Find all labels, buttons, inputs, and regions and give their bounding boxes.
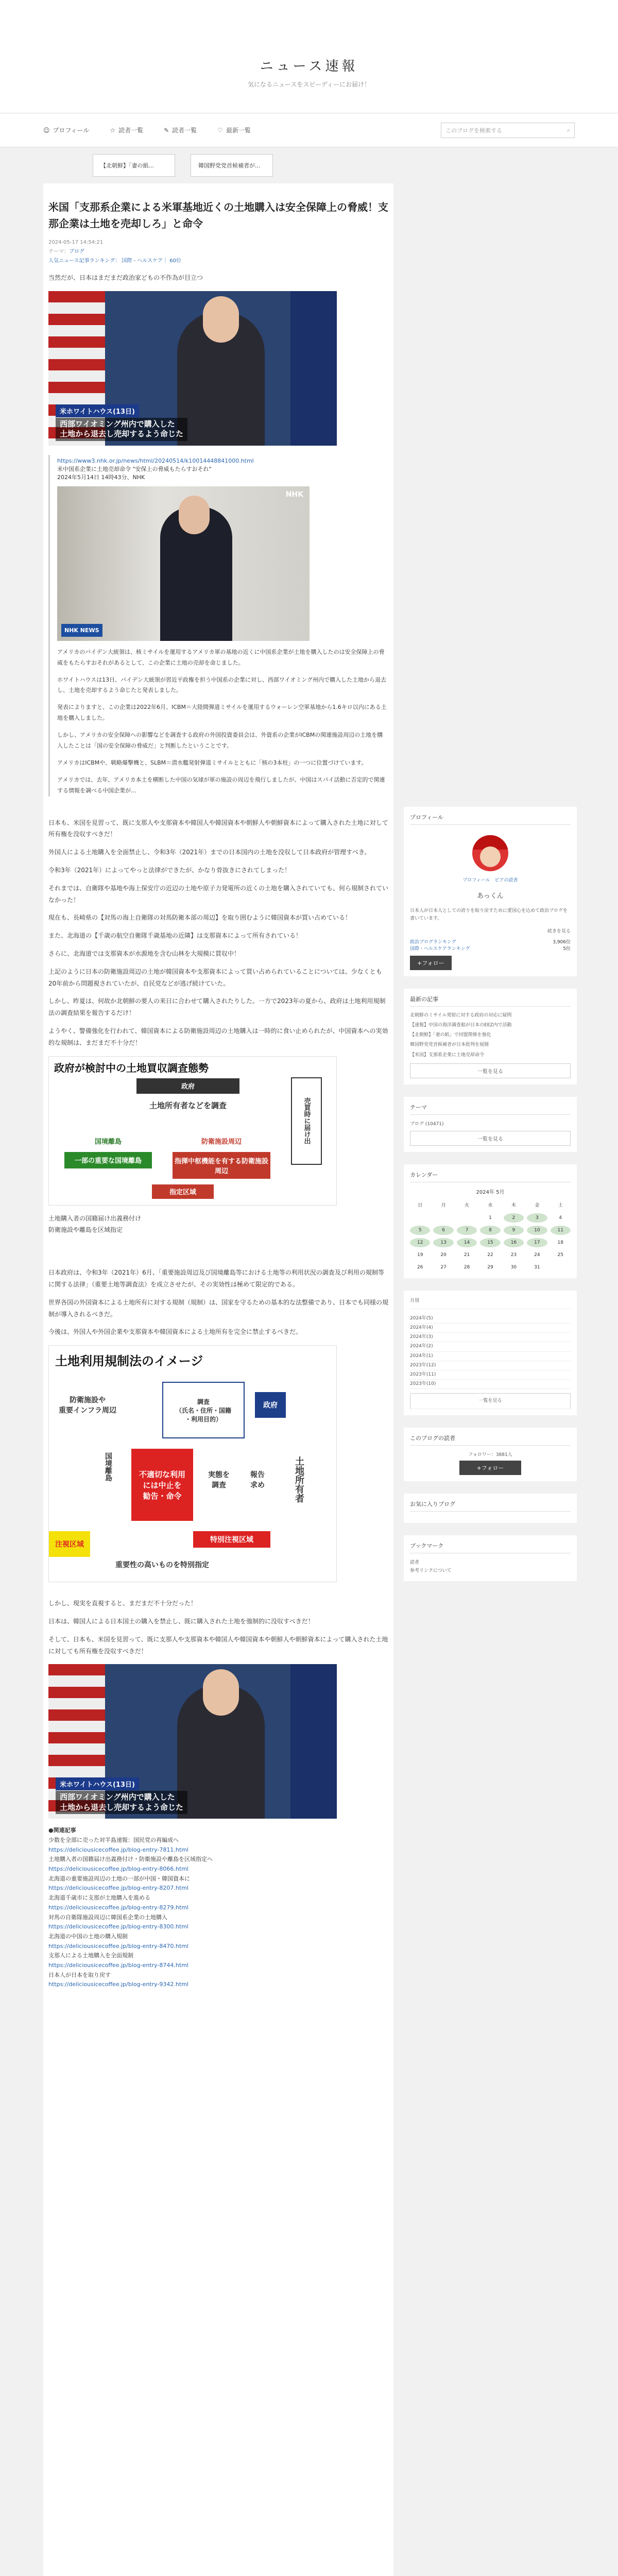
site-header (0, 0, 618, 113)
sidebar (404, 807, 577, 2576)
calendar-day[interactable]: 12 (410, 1238, 430, 1247)
calendar-day[interactable]: 13 (433, 1238, 453, 1247)
calendar-day: 30 (510, 1265, 517, 1270)
nav-bar (0, 113, 618, 147)
archive-view-all[interactable]: 一覧を見る (410, 1393, 571, 1409)
related-articles (0, 147, 618, 183)
favorite-blogs-widget: お気に入りブログ (404, 1494, 577, 1523)
nav-item-profile[interactable]: ☺ プロフィール (43, 126, 90, 134)
nav-item-latest[interactable]: ♡ 最新一覧 (217, 126, 251, 134)
source-link[interactable]: https://www3.nhk.or.jp/news/html/20240514/k10014448841000.html (57, 457, 254, 464)
site-title[interactable]: ニュース速報 (260, 59, 358, 74)
calendar-day[interactable]: 10 (527, 1226, 547, 1235)
calendar-day: 21 (464, 1252, 470, 1258)
calendar-day: 27 (440, 1265, 447, 1270)
nhk-news-logo: NHK NEWS (61, 624, 102, 637)
calendar-grid (410, 1199, 571, 1272)
calendar-weekday: 日 (418, 1203, 423, 1209)
related-article-1[interactable]: 【北朝鮮】「妻の紙... (93, 154, 175, 177)
calendar-day: 18 (557, 1240, 563, 1246)
calendar-day[interactable]: 16 (504, 1238, 524, 1247)
article-meta: 2024-05-17 14:54:21 テーマ：ブログ 人気ニュース記事ランキング： 国際 - ヘルスケア｜ 60位 (48, 240, 181, 264)
calendar-day: 22 (487, 1252, 493, 1258)
calendar-day: 1 (489, 1215, 492, 1221)
calendar-weekday: 金 (535, 1203, 540, 1209)
search-input[interactable]: このブログを検索する ⌕ (441, 123, 575, 138)
calendar-weekday: 水 (488, 1203, 493, 1209)
lead-text: 当然だが、日本はまだまだ政治家どもの不作為が目立つ (48, 274, 203, 281)
profile-name[interactable]: あっくん (477, 892, 504, 900)
follow-button[interactable]: +フォロー (410, 956, 452, 970)
calendar-day: 4 (559, 1215, 562, 1221)
star-icon: ☆ (110, 126, 116, 134)
source-title: 米中国系企業に土地売却命令 "安保上の脅威もたらすおそれ" (57, 465, 212, 472)
quoted-article: https://www3.nhk.or.jp/news/html/20240514/k10014448841000.html 米中国系企業に土地売却命令 "安保上の脅威もたらすおそれ" 2024年5月14日 14時43分、NHK NHK NHK NEWS アメリカのバイデン大統領は、核ミサイルを運用するアメリカ軍の基地の近くに中国系企業が土地を購入したのは安全保障上の脅威をもたらすおそれがあるとして、この企業に土地の売却を命じました。 ホワイトハウスは13日、バイデン大統領が習近平政権を担う中国系の企業に対し、西部ワイオミング州内で購入した土地から退去し、土地を売却するよう命じたと発表しました。 発表によりますと、この企業は2022年6月、ICBM＝大陸間弾道ミサイルを運用するウォーレン空軍基地から1.6キロ以内にある土地を購入しました。 しかし、アメリカの安全保障への影響などを調査する政府の外国投資委員会は、外資系の企業がICBMの関連施設周辺の土地を購入したことは「国の安全保障の脅威だ」と判断したということです。 アメリカはICBMや、戦略爆撃機と、SLBM＝潜水艦発射弾道ミサイルとともに「核の3本柱」の一つに位置づけています。 アメリカでは、去年、アメリカ本土を横断した中国の気球が軍の施設の周辺を飛行しましたが、中国はスパイ活動に否定的で関連する情報を調べる中国企業が... (48, 455, 388, 796)
calendar-weekday: 火 (465, 1203, 470, 1209)
recent-articles-widget: 最新の記事 北朝鮮のミサイル発射に対する政府の対応に疑問 【速報】中国の海洋調査船が日本のEEZ内で活動 【北朝鮮】「妻の紙」で同盟関係を強化 韓国野党党首候補者が日本批判を展開 【米国】支那系企業に土地売却命令 一覧を見る (404, 989, 577, 1084)
nav-item-readers[interactable]: ☆ 読者一覧 (110, 126, 144, 134)
calendar-day: 25 (557, 1252, 563, 1258)
avatar[interactable] (472, 835, 508, 871)
calendar-weekday: 木 (511, 1203, 516, 1209)
calendar-day[interactable]: 2 (504, 1213, 524, 1223)
profile-widget: プロフィール プロフィール ピアの読者 あっくん 日本人が日本人としての誇りを取り戻すために愛国心を込めて政治ブログを書いています。 続きを見る 政治ブログランキング 3,906位 国際・ヘルスケアランキング 5位 +フォロー (404, 807, 577, 976)
calendar-day: 31 (534, 1265, 540, 1270)
nhk-logo: NHK (285, 490, 303, 499)
search-icon: ⌕ (566, 126, 570, 133)
news-image-2 (57, 486, 310, 641)
calendar-day: 20 (440, 1252, 447, 1258)
calendar-day[interactable]: 8 (480, 1226, 500, 1235)
calendar-day: 29 (487, 1265, 493, 1270)
profile-bio: 日本人が日本人としての誇りを取り戻すために愛国心を込めて政治ブログを書いています。 (410, 908, 568, 922)
image-badge: 米ホワイトハウス(13日) (56, 404, 139, 417)
body-section-3: しかし、現実を直視すると、まだまだ不十分だった！ 日本は、韓国人による日本国土の購入を禁止し、既に購入された土地を強制的に没収すべきだ！ そして、日本も、米国を見習って、既に支那人や支那資本や韓国人や韓国資本や朝鮮人や朝鮮資本によって購入された土地に対しても所有権を没収すべきだ！ (48, 1600, 388, 1655)
profile-icon: ☺ (43, 126, 50, 134)
calendar-day[interactable]: 9 (504, 1226, 524, 1235)
profile-more[interactable]: 続きを見る (547, 928, 571, 934)
calendar-day: 28 (464, 1265, 470, 1270)
calendar-day[interactable]: 14 (457, 1238, 477, 1247)
article (43, 183, 393, 2576)
body-section-1: 日本も、米国を見習って、既に支那人や支那資本や韓国人や韓国資本や朝鮮人や朝鮮資本によって購入された土地に対して所有権を没収すべきだ！ 外国人による土地購入を全面禁止し、令和3年（2021年）までの日本国内の土地を没収して日本政府が管理すべき。 令和3年（2021年）によってやっと法律ができたが、かなり骨抜きにされてしまった！ それまでは、自衛隊や基地や海上保安庁の近辺の土地や原子力発電所の近くの土地を購入されていても、何ら規制されていなかった！ 現在も、長崎県の【対馬の海上自衛隊の対馬防衛本部の周辺】を取り囲むように韓国資本が買い占めている！ また、北海道の【千歳の航空自衛隊千歳基地の近隣】は支那資本によって所有されている！ さらに、北海道では支那資本が水源地を含む山林を大規模に買収中！ 上記のように日本の防衛施設周辺の土地が韓国資本や支那資本によって買い占められていることについては、少なくとも20年前から問題視されていたが、自民党などが逃げ続けていた。 しかし、昨夏は、何故か北朝鮮の要人の来日に合わせて購入されたりした。一方で2023年の夏から、政府は土地利用規制法の調査結果を報告するだけ！ ようやく、警備強化を行われて、韓国資本による防衛施設周辺の土地購入は一時的に食い止められたが、中国資本への実効的な規制は、まだまだ不十分だ！ (48, 819, 389, 1046)
nav-item-readers-2[interactable]: ✎ 読者一覧 (164, 126, 197, 134)
survey-diagram: 政府が検討中の土地買収調査態勢 政府 土地所有者などを調査 国境離島 一部の重要な国境離島 防衛施設周辺 指揮中枢機能を有する防衛施設周辺 売買時に届け出 指定区域 (48, 1056, 337, 1206)
related-article-2[interactable]: 韓国野党党首候補者が... (191, 154, 273, 177)
source-date: 2024年5月14日 14時43分、NHK (57, 473, 145, 481)
land-law-diagram: 土地利用規制法のイメージ 防衛施設や 重要インフラ周辺 国境離島 政府 調査 （氏名・住所・国籍 ・利用目的） 不適切な利用 には中止を 勧告・命令 実態を 調査 報告 求め 土地所有者 特別注視区域 注視区域 重要性の高いものを特別指定 (48, 1345, 337, 1582)
calendar-day[interactable]: 3 (527, 1213, 547, 1223)
calendar-day[interactable]: 7 (457, 1226, 477, 1235)
calendar-day[interactable]: 6 (433, 1226, 453, 1235)
calendar-day: 23 (510, 1252, 517, 1258)
calendar-day: 24 (534, 1252, 540, 1258)
news-image-1 (48, 291, 337, 446)
bookmark-widget: ブックマーク 読者 参考リンクについて (404, 1535, 577, 1581)
article-title: 米国「支那系企業による米軍基地近くの土地購入は安全保障上の脅威！支那企業は土地を売却しろ」と命令 (48, 201, 388, 230)
related-links: ●関連記事 少数を全部に売った対半島速報：国民党の再編成へ https://deliciousicecoffee.jp/blog-entry-7811.html 土地購入者の国籍届け出義務付け・防衛施設や離島を区域指定へ https://deliciousicecoffee.jp/blog-entry-8066.html 北海道の重要施設周辺の土地の一部が中国・韓国資本に https://deliciousicecoffee.jp/blog-entry-8207.html 北海道千歳市に支那が土地購入を進める https://deliciousicecoffee.jp/blog-entry-8279.html 対馬の自衛隊施設周辺に韓国系企業の土地購入 https://deliciousicecoffee.jp/blog-entry-8300.html 北海道の中国の土地の購入規制 https://deliciousicecoffee.jp/blog-entry-8470.html 支那人による土地購入を全面規制 https://deliciousicecoffee.jp/blog-entry-8744.html 日本人が日本を取り戻す https://deliciousicecoffee.jp/blog-entry-9342.html (48, 1827, 213, 1988)
calendar-weekday: 月 (441, 1203, 446, 1209)
calendar-weekday: 土 (558, 1203, 563, 1209)
calendar-day[interactable]: 11 (551, 1226, 571, 1235)
follow-button-2[interactable]: +フォロー (459, 1461, 521, 1475)
pen-icon: ✎ (164, 126, 169, 134)
archive-widget: 月別 2024年(5) 2024年(4) 2024年(3) 2024年(2) 2024年(1) 2023年(12) 2023年(11) 2023年(10) 一覧を見る (404, 1291, 577, 1415)
calendar-day: 19 (417, 1252, 423, 1258)
theme-view-all[interactable]: 一覧を見る (410, 1131, 571, 1146)
calendar-day[interactable]: 5 (410, 1226, 430, 1235)
theme-widget: テーマ ブログ (10471) 一覧を見る (404, 1097, 577, 1152)
news-image-3: 米ホワイトハウス(13日) 西部ワイオミング州内で購入した 土地から退去し売却するよう命じた (48, 1664, 337, 1819)
heart-icon: ♡ (217, 126, 223, 134)
image-caption: 西部ワイオミング州内で購入した 土地から退去し売却するよう命じた (56, 418, 187, 441)
calendar-widget: カレンダー 2024年 5月 日 月 火 水 木 金 土 1 2 3 4 5 6 7 8 9 10 11 12 13 14 15 16 17 18 19 20 21 22 23 24 25 26 27 28 29 30 31 (404, 1164, 577, 1278)
diagram1-caption: 土地購入者の国籍届け出義務付け 防衛施設や離島を区域指定 (48, 1214, 142, 1234)
followers-widget: このブログの読者 フォロワー：3881人 +フォロー (404, 1428, 577, 1481)
calendar-day[interactable]: 17 (527, 1238, 547, 1247)
view-all-button[interactable]: 一覧を見る (410, 1063, 571, 1078)
site-description: 気になるニュースをスピーディーにお届け！ (248, 81, 370, 88)
body-section-2: 日本政府は、令和3年（2021年）6月、「重要施設周辺及び国境離島等における土地等の利用状況の調査及び利用の規制等に関する法律」（重要土地等調査法）を成立させたが、その実効性は極めて限定的である。 世界各国の外国資本による土地所有に対する規制（規制）は、国家を守るための基本的な法整備であり、日本でも同様の規制が導入されるべきだ。 今後は、外国人や外国企業や支那資本や韓国資本による土地所有を完全に禁止するべきだ。 (48, 1269, 389, 1336)
calendar-day[interactable]: 15 (480, 1238, 500, 1247)
calendar-day: 26 (417, 1265, 423, 1270)
